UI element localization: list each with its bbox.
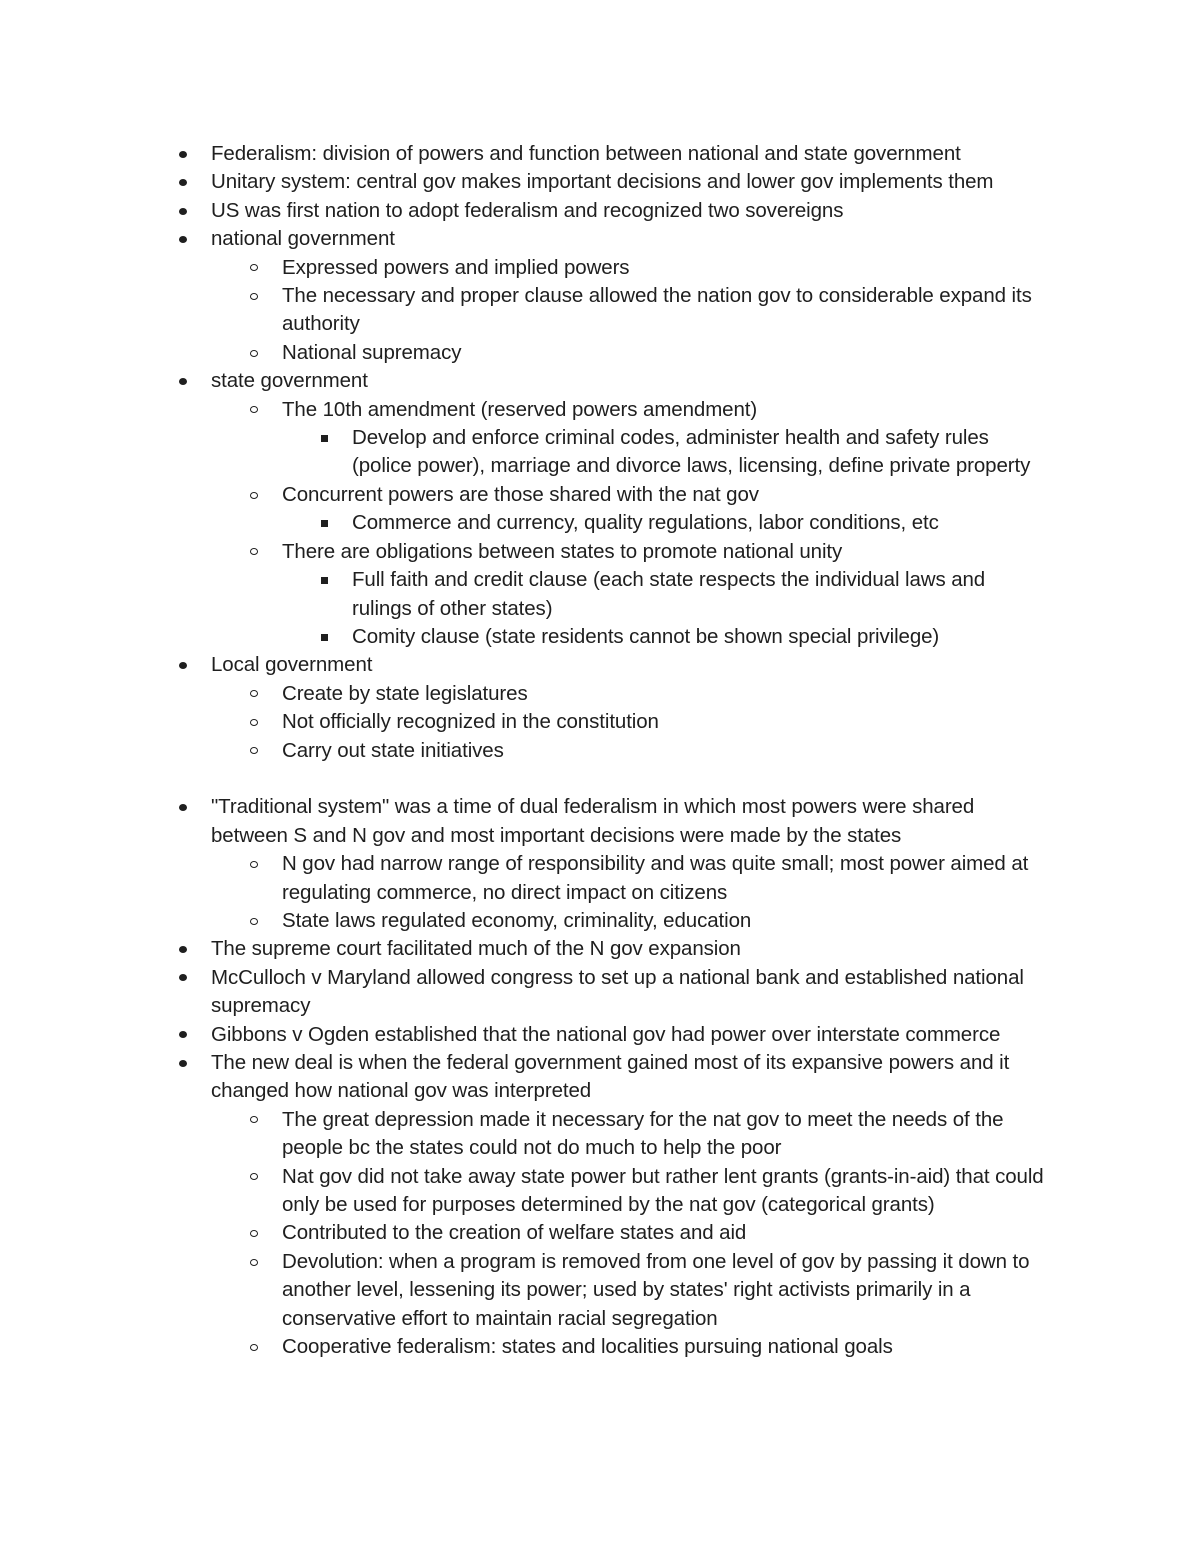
list-item <box>352 566 1042 623</box>
list-item-text: The new deal is when the federal government gained most of its expansive powers and it changed how national gov was interpreted <box>211 1050 1010 1103</box>
hollow-circle-bullet-icon <box>244 396 264 424</box>
list-item-text: Full faith and credit clause (each state respects the individual laws and rulings of other states) <box>352 568 986 620</box>
list-item <box>282 850 1057 907</box>
list-item <box>211 935 1051 963</box>
list-item-text: Devolution: when a program is removed from one level of gov by passing it down to another level, lessening its power; used by states' right activists primarily in a conservative effort to maintain racial segregation <box>282 1249 1030 1330</box>
list-item <box>352 509 1042 537</box>
list-item-text: The 10th amendment (reserved powers amendment) <box>282 397 758 421</box>
list-item-text: national government <box>211 227 395 251</box>
list-item <box>282 1219 1057 1247</box>
hollow-circle-bullet-icon <box>244 254 264 282</box>
list-item-text: Develop and enforce criminal codes, administer health and safety rules (police power), marriage and divorce laws, licensing, define private property <box>352 426 1031 478</box>
hollow-circle-bullet-icon <box>244 481 264 509</box>
bulleted-notes <box>211 140 1071 1361</box>
square-bullet-icon <box>314 623 334 651</box>
filled-dot-bullet-icon <box>173 793 193 821</box>
list-item-text: Comity clause (state residents cannot be shown special privilege) <box>352 624 940 648</box>
list-item <box>282 1333 1057 1361</box>
list-item-text: The supreme court facilitated much of the N gov expansion <box>211 937 741 961</box>
list-item <box>211 225 1051 253</box>
list-item <box>282 1163 1057 1220</box>
filled-dot-bullet-icon <box>173 367 193 395</box>
list-item <box>282 907 1057 935</box>
hollow-circle-bullet-icon <box>244 680 264 708</box>
list-item-text: "Traditional system" was a time of dual federalism in which most powers were shared between S and N gov and most important decisions were made by the states <box>211 795 975 847</box>
list-item <box>282 1106 1057 1163</box>
list-item-text: Local government <box>211 653 373 677</box>
list-item <box>282 254 1057 282</box>
list-item <box>282 538 1057 566</box>
filled-dot-bullet-icon <box>173 1049 193 1077</box>
hollow-circle-bullet-icon <box>244 850 264 878</box>
square-bullet-icon <box>314 566 334 594</box>
list-item-text: Nat gov did not take away state power but rather lent grants (grants-in-aid) that could only be used for purposes determined by the nat gov (categorical grants) <box>282 1164 1044 1217</box>
list-item-text: Commerce and currency, quality regulations, labor conditions, etc <box>352 511 939 535</box>
list-item-text: State laws regulated economy, criminality, education <box>282 908 752 932</box>
list-item <box>282 1248 1057 1333</box>
list-item-text: McCulloch v Maryland allowed congress to set up a national bank and established national supremacy <box>211 965 1024 1018</box>
hollow-circle-bullet-icon <box>244 1106 264 1134</box>
list-item-text: N gov had narrow range of responsibility and was quite small; most power aimed at regulating commerce, no direct impact on citizens <box>282 852 1029 904</box>
list-item-text: There are obligations between states to promote national unity <box>282 539 843 563</box>
list-item <box>282 680 1057 708</box>
list-item-text: US was first nation to adopt federalism and recognized two sovereigns <box>211 198 844 222</box>
hollow-circle-bullet-icon <box>244 708 264 736</box>
hollow-circle-bullet-icon <box>244 282 264 310</box>
list-item-text: Expressed powers and implied powers <box>282 255 630 279</box>
list-item-text: Not officially recognized in the constitution <box>282 710 659 734</box>
list-item-text: Create by state legislatures <box>282 681 528 705</box>
hollow-circle-bullet-icon <box>244 339 264 367</box>
list-item <box>211 651 1051 679</box>
hollow-circle-bullet-icon <box>244 1163 264 1191</box>
list-item <box>282 339 1057 367</box>
list-item-text: The great depression made it necessary for the nat gov to meet the needs of the people bc the states could not do much to help the poor <box>282 1107 1004 1160</box>
list-item <box>211 793 1051 850</box>
hollow-circle-bullet-icon <box>244 1219 264 1247</box>
list-item-text: National supremacy <box>282 340 462 364</box>
list-item-text: state government <box>211 369 368 393</box>
hollow-circle-bullet-icon <box>244 907 264 935</box>
list-item <box>352 424 1042 481</box>
list-item-text: Contributed to the creation of welfare states and aid <box>282 1221 747 1245</box>
list-item <box>211 964 1051 1021</box>
filled-dot-bullet-icon <box>173 168 193 196</box>
list-item <box>282 708 1057 736</box>
list-item <box>211 197 1051 225</box>
list-item-text: Concurrent powers are those shared with the nat gov <box>282 482 759 506</box>
list-item-text: Gibbons v Ogden established that the national gov had power over interstate commerce <box>211 1022 1001 1046</box>
list-item <box>211 140 1051 168</box>
filled-dot-bullet-icon <box>173 1021 193 1049</box>
list-item <box>211 168 1051 196</box>
filled-dot-bullet-icon <box>173 935 193 963</box>
list-item-text: Cooperative federalism: states and localities pursuing national goals <box>282 1335 893 1359</box>
list-item-text: Unitary system: central gov makes important decisions and lower gov implements them <box>211 170 994 194</box>
square-bullet-icon <box>314 509 334 537</box>
list-item <box>211 367 1051 395</box>
filled-dot-bullet-icon <box>173 140 193 168</box>
list-item <box>211 1021 1051 1049</box>
list-item <box>282 396 1057 424</box>
hollow-circle-bullet-icon <box>244 1333 264 1361</box>
list-item <box>211 1049 1051 1106</box>
list-item <box>282 737 1057 765</box>
filled-dot-bullet-icon <box>173 225 193 253</box>
hollow-circle-bullet-icon <box>244 1248 264 1276</box>
list-item-text: The necessary and proper clause allowed the nation gov to considerable expand its authority <box>282 284 1032 336</box>
blank-line <box>211 765 1071 793</box>
list-item <box>282 481 1057 509</box>
filled-dot-bullet-icon <box>173 197 193 225</box>
filled-dot-bullet-icon <box>173 964 193 992</box>
list-item <box>352 623 1042 651</box>
filled-dot-bullet-icon <box>173 651 193 679</box>
square-bullet-icon <box>314 424 334 452</box>
list-item <box>282 282 1057 339</box>
hollow-circle-bullet-icon <box>244 737 264 765</box>
hollow-circle-bullet-icon <box>244 538 264 566</box>
list-item-text: Carry out state initiatives <box>282 738 504 762</box>
list-item-text: Federalism: division of powers and function between national and state government <box>211 142 961 165</box>
